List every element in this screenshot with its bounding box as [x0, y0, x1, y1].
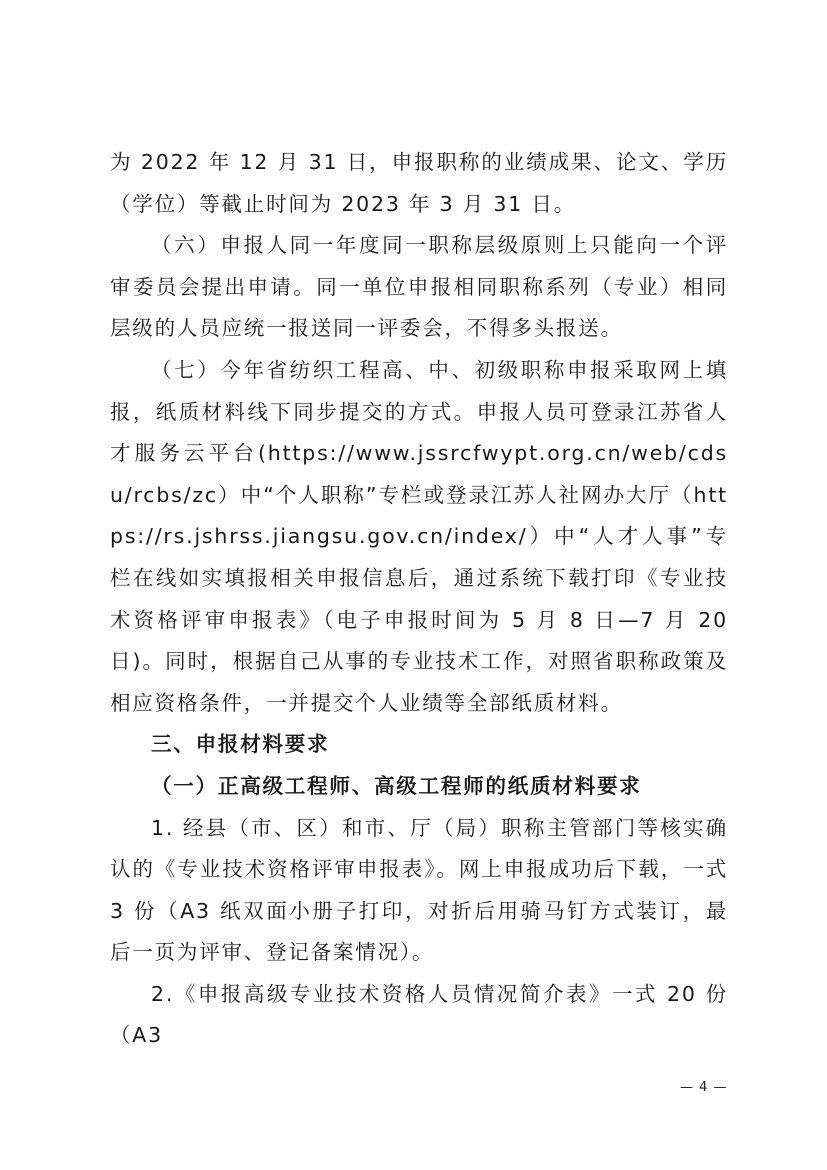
- paragraph-requirement-1: 1. 经县（市、区）和市、厅（局）职称主管部门等核实确认的《专业技术资格评审申报表》。网上申报成功后下载，一式 3 份（A3 纸双面小册子打印，对折后用骑马钉方式装订，最后一页为评审、登记备案情况）。: [110, 815, 728, 965]
- paragraph-item-seven: （七）今年省纺织工程高、中、初级职称申报采取网上填报，纸质材料线下同步提交的方式。申报人员可登录江苏省人才服务云平台(https://www.jssrcfwypt.org.cn/web/cdsu/rcbs/zc）中“个人职称”专栏或登录江苏人社网办大厅（https://rs.jshrss.jiangsu.gov.cn/index/）中“人才人事”专栏在线如实填报相关申报信息后，通过系统下载打印《专业技术资格评审申报表》（电子申报时间为 5 月 8 日—7 月 20 日)。同时，根据自己从事的专业技术工作，对照省职称政策及相应资格条件，一并提交个人业绩等全部纸质材料。: [110, 357, 728, 715]
- paragraph-item-six: （六）申报人同一年度同一职称层级原则上只能向一个评审委员会提出申请。同一单位申报相同职称系列（专业）相同层级的人员应统一报送同一评委会，不得多头报送。: [110, 233, 728, 341]
- paragraph-requirement-2: 2.《申报高级专业技术资格人员情况简介表》一式 20 份（A3: [110, 981, 728, 1048]
- page-number: — 4 —: [680, 1080, 728, 1095]
- section-heading-materials: 三、申报材料要求: [151, 732, 330, 757]
- subsection-heading-senior-engineer: （一）正高级工程师、高级工程师的纸质材料要求: [151, 773, 642, 798]
- document-body: [110, 142, 728, 1057]
- paragraph-deadline: 为 2022 年 12 月 31 日，申报职称的业绩成果、论文、学历（学位）等截止时间为 2023 年 3 月 31 日。: [110, 150, 728, 216]
